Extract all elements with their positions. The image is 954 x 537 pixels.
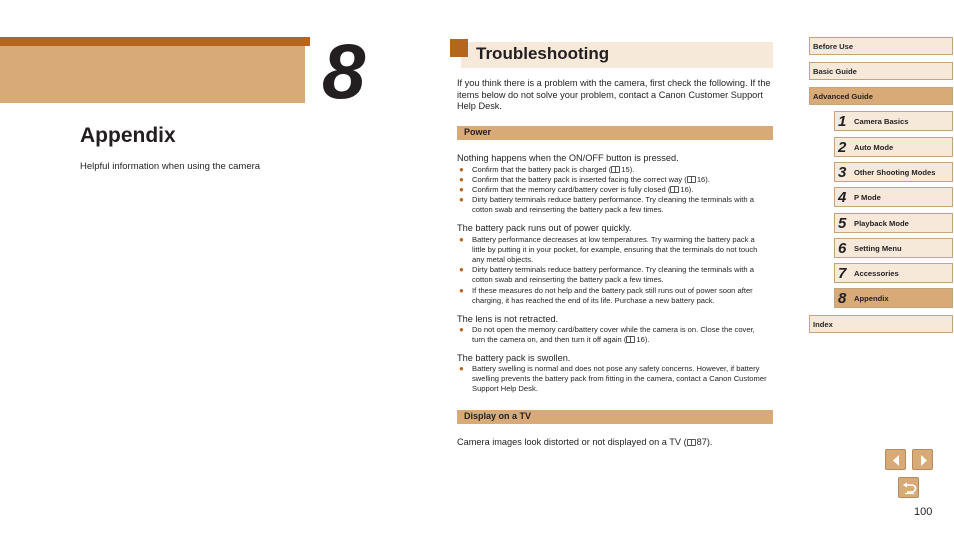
chapter-number: 8 <box>322 27 364 115</box>
issue-title: The battery pack runs out of power quickly. <box>457 223 632 233</box>
list-item: ● Confirm that the memory card/battery cover is fully closed ( 16). <box>459 185 694 194</box>
chapter-band <box>0 46 305 103</box>
book-icon <box>687 176 696 183</box>
subsection-header-power <box>457 126 773 140</box>
nav-before-use[interactable]: Before Use <box>809 37 953 55</box>
section-title: Troubleshooting <box>476 44 610 63</box>
arrow-right-icon[interactable] <box>912 449 933 470</box>
arrow-left-icon[interactable] <box>885 449 906 470</box>
book-icon <box>687 439 696 446</box>
section-marker <box>450 39 468 57</box>
nav-basic-guide[interactable]: Basic Guide <box>809 62 953 80</box>
issue-title: Nothing happens when the ON/OFF button is pressed. <box>457 153 679 163</box>
return-icon[interactable] <box>898 477 919 498</box>
nav-chapter-7[interactable]: 7 Accessories <box>834 263 953 283</box>
issue-title: Camera images look distorted or not displayed on a TV ( 87). <box>457 437 713 447</box>
nav-chapter-5[interactable]: 5 Playback Mode <box>834 213 953 233</box>
list-item: ● Battery swelling is normal and does not pose any safety concerns. However, if battery swelling prevents the battery pack from fitting in the camera, contact a Canon Customer Support Help Desk. <box>459 364 767 394</box>
list-item: ● Dirty battery terminals reduce battery performance. Try cleaning the terminals with a cotton swab and reinserting the battery pack a few times. <box>459 195 754 215</box>
chapter-band-top <box>0 37 310 46</box>
list-item: ● Confirm that the battery pack is inserted facing the correct way ( 16). <box>459 175 710 184</box>
list-item: ● Battery performance decreases at low temperatures. Try warming the battery pack a little by putting it in your pocket, for example, ensuring that the terminals do not touch any metal objects. <box>459 235 758 265</box>
list-item: ● Do not open the memory card/battery cover while the camera is on. Close the cover, turn the camera on, and then turn it off again ( 16). <box>459 325 755 345</box>
nav-chapter-6[interactable]: 6 Setting Menu <box>834 238 953 258</box>
book-icon <box>626 336 635 343</box>
list-item: ● Dirty battery terminals reduce battery performance. Try cleaning the terminals with a cotton swab and reinserting the battery pack a few times. <box>459 265 754 285</box>
nav-chapter-1[interactable]: 1 Camera Basics <box>834 111 953 131</box>
subsection-title: Display on a TV <box>464 411 532 421</box>
book-icon <box>611 166 620 173</box>
issue-title: The battery pack is swollen. <box>457 353 571 363</box>
book-icon <box>670 186 679 193</box>
chapter-subtitle: Helpful information when using the camera <box>80 161 261 172</box>
nav-advanced-guide[interactable]: Advanced Guide <box>809 87 953 105</box>
list-item: ● If these measures do not help and the battery pack still runs out of power soon after charging, it has reached the end of its life. Purchase a new battery pack. <box>459 286 753 306</box>
nav-chapter-3[interactable]: 3 Other Shooting Modes <box>834 162 953 182</box>
nav-chapter-4[interactable]: 4 P Mode <box>834 187 953 207</box>
nav-chapter-8[interactable]: 8 Appendix <box>834 288 953 308</box>
nav-chapter-2[interactable]: 2 Auto Mode <box>834 137 953 157</box>
subsection-title: Power <box>464 127 492 137</box>
issue-title: The lens is not retracted. <box>457 314 559 324</box>
page-number: 100 <box>914 506 933 518</box>
list-item: ● Confirm that the battery pack is charged ( 15). <box>459 165 635 174</box>
chapter-title: Appendix <box>80 124 176 147</box>
section-intro: If you think there is a problem with the camera, first check the following. If the items below do not solve your problem, contact a Canon Customer Support Help Desk. <box>457 78 771 111</box>
subsection-header-tv <box>457 410 773 424</box>
nav-index[interactable]: Index <box>809 315 953 333</box>
